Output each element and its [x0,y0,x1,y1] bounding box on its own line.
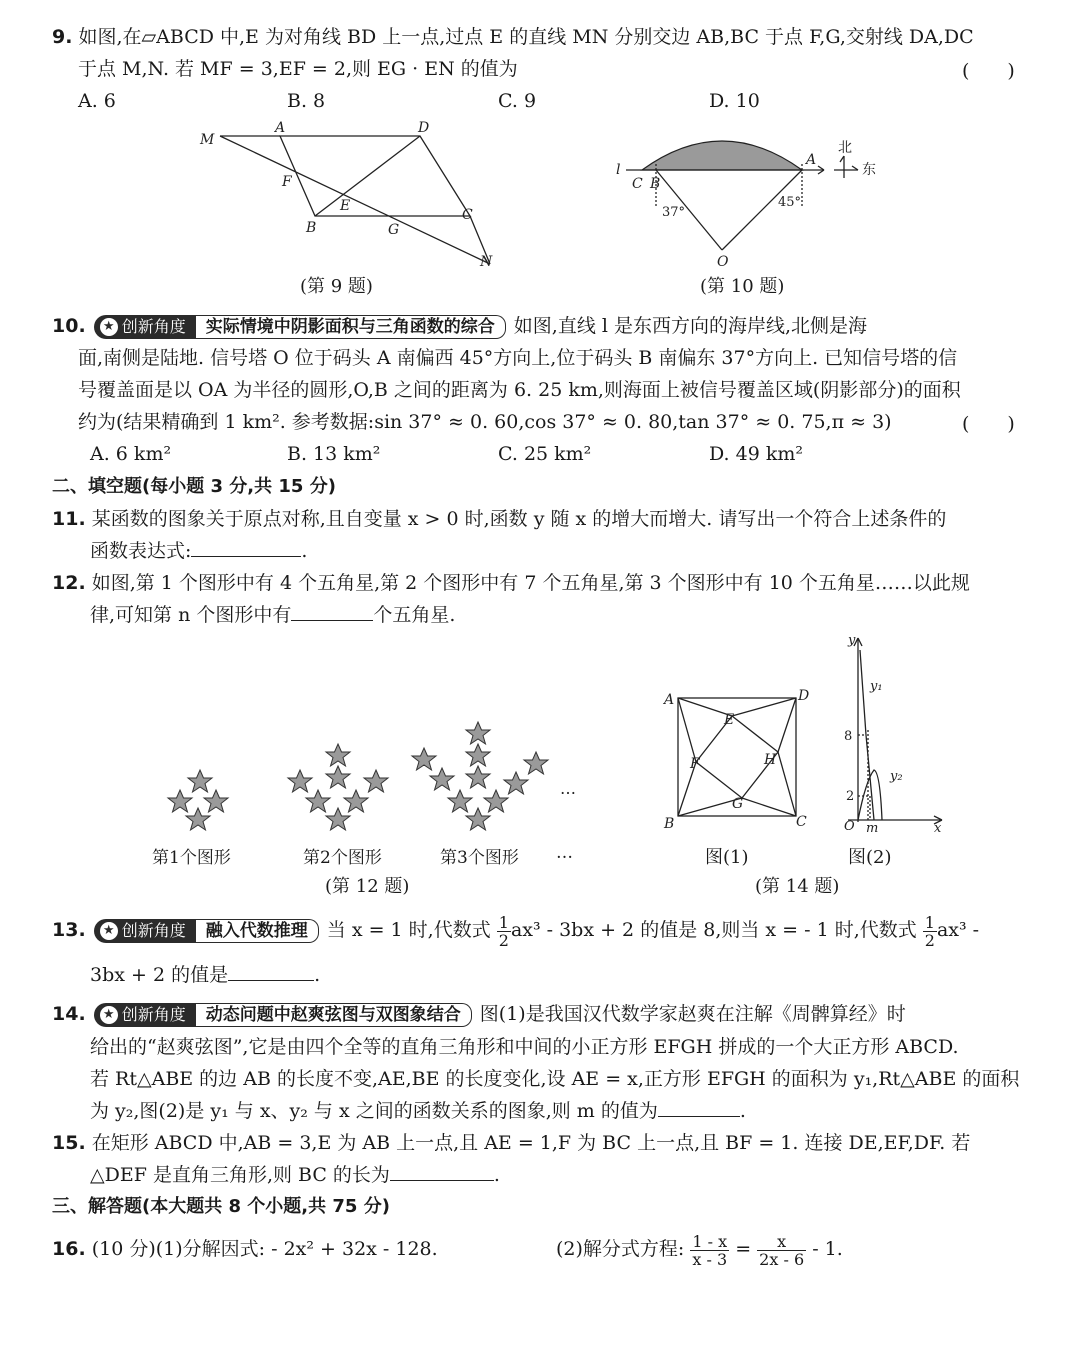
q16-part2-label: (2)解分式方程: [556,1238,685,1260]
q14-label-b: B [664,816,675,831]
q14-line1 [52,1001,906,1028]
q11-line1 [52,506,946,532]
q12-label-figure-2: 第2个图形 [303,848,382,868]
q14-answer-blank[interactable] [658,1098,740,1117]
q16-equals: = [735,1238,752,1260]
q11-period: . [301,540,308,562]
q15-number: 15. [52,1132,86,1154]
q10-text2: 面,南侧是陆地. 信号塔 O 位于码头 A 南偏西 45°方向上,位于码头 B 南偏东 37°方向上. 已知信号塔的信 [78,347,958,369]
q14-label-fig1: 图(1) [705,847,749,868]
q9-label-n: N [480,254,493,270]
q11-answer-blank[interactable] [191,538,301,557]
q14-innovation-tag [94,1002,472,1028]
q11-text1: 某函数的图象关于原点对称,且自变量 x > 0 时,函数 y 随 x 的增大而增大. 请写出一个符合上述条件的 [91,508,947,530]
q14-graph-label-m: m [866,821,879,835]
q14-graph-label-y2: y₂ [890,769,903,784]
q10-line1 [52,313,867,340]
q15-text1: 在矩形 ABCD 中,AB = 3,E 为 AB 上一点,且 AE = 1,F 为 BC 上一点,且 BF = 1. 连接 DE,EF,DF. 若 [91,1132,971,1154]
q10-number: 10. [52,315,86,337]
q14-period: . [739,1100,746,1122]
q13-period: . [314,964,321,986]
q9-label-d: D [418,120,430,136]
q12-figure-2-stars [288,744,388,830]
q10-option-a: A. 6 km² [90,443,172,465]
q16-line1 [52,1236,438,1262]
q14-label-fig2: 图(2) [848,847,892,868]
q10-label-angle45: 45° [778,195,802,210]
q14-graph-label-y: y [848,633,856,648]
q10-tag-label: 创新角度 [121,317,186,336]
q9-label-g: G [388,222,400,238]
q14-label-c: C [796,814,807,830]
q10-option-b: B. 13 km² [287,443,381,465]
q13-line2 [90,962,320,988]
q10-caption: (第 10 题) [700,276,785,297]
q12-figure-3-stars [412,722,548,830]
q15-line2 [90,1162,500,1188]
q10-option-c: C. 25 km² [498,443,592,465]
q9-label-e: E [340,198,351,214]
q14-graph-label-2: 2 [846,789,855,804]
q14-tag-label: 创新角度 [121,1005,186,1024]
q16-number: 16. [52,1238,86,1260]
q14-text2: 给出的“赵爽弦图”,它是由四个全等的直角三角形和中间的小正方形 EFGH 拼成的一个大正方形 ABCD. [90,1036,959,1058]
q12-pattern-ellipsis: … [560,779,576,798]
q14-caption: (第 14 题) [755,876,840,897]
q10-text4: 约为(结果精确到 1 km². 参考数据:sin 37° ≈ 0. 60,cos 37° ≈ 0. 80,tan 37° ≈ 0. 75,π ≈ 3) [78,411,892,433]
q14-label-e: E [724,712,735,728]
q13-fraction-2: $\frac{1}{2}$ [924,912,935,950]
q12-line1 [52,570,970,596]
q11-line2 [90,538,307,564]
q12-figure-1-stars [168,770,228,830]
q11-number: 11. [52,508,86,530]
q14-text1: 图(1)是我国汉代数学家赵爽在注解《周髀算经》时 [479,1003,906,1025]
q12-line2 [90,602,455,628]
q14-label-d: D [798,688,810,704]
q10-option-d: D. 49 km² [709,443,803,465]
q10-label-a: A [806,152,817,168]
q12-text2a: 律,可知第 n 个图形中有 [90,604,292,626]
star-badge-icon: ★ [100,318,118,336]
q9-parallelogram-figure [190,116,510,276]
q13-text-c: ax³ - [936,919,980,941]
q10-label-angle37: 37° [662,205,686,220]
q15-line1 [52,1130,970,1156]
q14-graph-label-y1: y₁ [870,679,883,694]
q14-label-g: G [732,796,744,812]
q12-number: 12. [52,572,86,594]
q13-tag-topic: 融入代数推理 [196,919,319,943]
q10-label-c: C [632,176,643,192]
q12-label-figure-1: 第1个图形 [152,848,231,868]
q16-fraction-left: $\frac{1 - x}{x - 3}$ [692,1231,728,1269]
q9-line1 [52,24,974,50]
q13-fraction-1: $\frac{1}{2}$ [498,912,509,950]
q11-text2: 函数表达式: [90,540,192,562]
q13-innovation-tag [94,918,319,944]
q9-answer-bracket: ( ) [962,60,1015,82]
section-3-heading: 三、解答题(本大题共 8 个小题,共 75 分) [52,1196,390,1217]
q14-text4: 为 y₂,图(2)是 y₁ 与 x、y₂ 与 x 之间的函数关系的图象,则 m 的值为 [90,1100,658,1122]
q10-label-east: 东 [862,162,876,178]
q9-label-c: C [462,207,473,223]
q9-label-m: M [200,132,215,148]
q10-innovation-tag [94,314,506,340]
q10-coverage-figure [612,126,892,276]
q16-fraction-right: $\frac{x}{2x - 6}$ [759,1231,805,1269]
q9-label-a: A [275,120,286,136]
section-2-heading: 二、填空题(每小题 3 分,共 15 分) [52,476,336,497]
q12-label-ellipsis: … [556,843,573,863]
q13-text2: 3bx + 2 的值是 [90,964,229,986]
q13-tag-label: 创新角度 [121,921,186,940]
q14-tag-topic: 动态问题中赵爽弦图与双图象结合 [196,1003,472,1027]
q12-text2b: 个五角星. [373,604,456,626]
q12-star-pattern-figure [150,716,590,846]
q9-option-d: D. 10 [709,90,760,112]
q15-text2: △DEF 是直角三角形,则 BC 的长为 [90,1164,390,1186]
q14-graph-label-8: 8 [844,729,853,744]
q13-text-b: ax³ - 3bx + 2 的值是 8,则当 x = - 1 时,代数式 [510,919,917,941]
q16-part1: (10 分)(1)分解因式: - 2x² + 32x - 128. [91,1238,438,1260]
q13-number: 13. [52,919,86,941]
q9-number: 9. [52,26,73,48]
q9-label-b: B [306,220,317,236]
q10-text1: 如图,直线 l 是东西方向的海岸线,北侧是海 [513,315,868,337]
q9-label-f: F [282,174,292,190]
q12-answer-blank[interactable] [291,602,373,621]
q10-label-l: l [616,162,621,178]
star-badge-icon: ★ [100,1006,118,1024]
q10-text3: 号覆盖面是以 OA 为半径的圆形,O,B 之间的距离为 6. 25 km,则海面上被信号覆盖区域(阴影部分)的面积 [78,379,961,401]
q10-label-b: B [650,176,661,192]
q10-label-north: 北 [838,140,852,156]
q16-part2-line [556,1226,843,1272]
q14-line4 [90,1098,746,1124]
q9-option-b: B. 8 [287,90,326,112]
q14-label-h: H [764,752,777,768]
q14-zhao-shuang-diagram [660,686,810,831]
q14-text3: 若 Rt△ABE 的边 AB 的长度不变,AE,BE 的长度变化,设 AE = x,正方形 EFGH 的面积为 y₁,Rt△ABE 的面积 [90,1068,1020,1090]
q10-label-o: O [717,254,729,270]
q9-text2: 于点 M,N. 若 MF = 3,EF = 2,则 EG · EN 的值为 [78,58,518,80]
q9-option-c: C. 9 [498,90,537,112]
q10-tag-topic: 实际情境中阴影面积与三角函数的综合 [196,315,506,339]
q10-answer-bracket: ( ) [962,413,1015,435]
q15-answer-blank[interactable] [390,1162,494,1181]
q9-option-a: A. 6 [78,90,116,112]
q12-text1: 如图,第 1 个图形中有 4 个五角星,第 2 个图形中有 7 个五角星,第 3 个图形中有 10 个五角星……以此规 [91,572,970,594]
q14-number: 14. [52,1003,86,1025]
q13-text-a: 当 x = 1 时,代数式 [326,919,491,941]
q12-caption: (第 12 题) [325,876,410,897]
q13-answer-blank[interactable] [228,962,314,981]
q14-function-graph [836,630,956,835]
q14-graph-label-x: x [934,821,942,835]
q12-label-figure-3: 第3个图形 [440,848,519,868]
q14-label-f: F [690,756,700,772]
q16-tail: - 1. [812,1238,843,1260]
q9-caption: (第 9 题) [300,276,373,297]
q13-line1 [52,912,979,949]
star-badge-icon: ★ [100,922,118,940]
q9-text1: 如图,在▱ABCD 中,E 为对角线 BD 上一点,过点 E 的直线 MN 分别交边 AB,BC 于点 F,G,交射线 DA,DC [78,26,974,48]
q15-period: . [493,1164,500,1186]
q14-label-a: A [664,692,675,708]
q14-graph-label-origin: O [844,819,855,834]
